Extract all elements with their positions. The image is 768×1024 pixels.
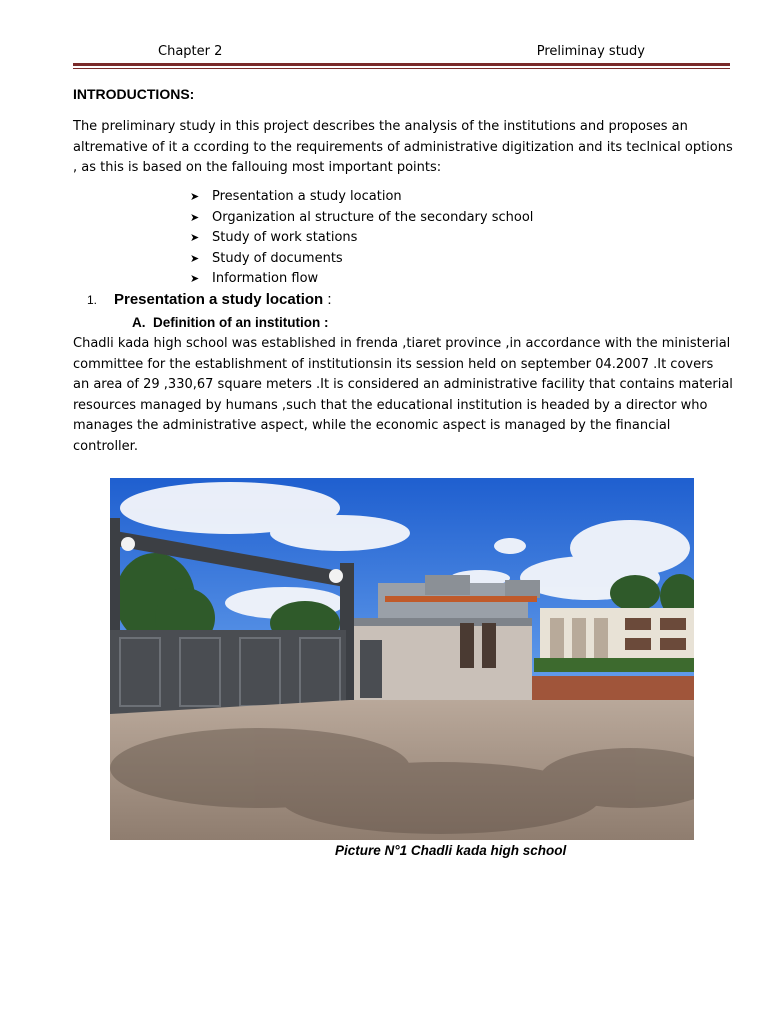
definition-paragraph: Chadli kada high school was established in frenda ,tiaret province ,in accordance with the ministerial committee for the establishment of institutionsin its session held on september 04.2007 .It covers an area of 29 ,330,67 square meters .It is considered an administrative facility that contains material resources managed by humans ,such that the educational institution is headed by a director who manages the administrative aspect, while the economic aspect is managed by the financial controller. — [73, 336, 733, 454]
list-item: ➤ Study of work stations — [190, 228, 533, 249]
arrowhead-bullet-icon: ➤ — [190, 272, 200, 285]
subsection-heading — [132, 315, 328, 330]
page-header — [73, 44, 730, 62]
header-rule-thick — [73, 63, 730, 66]
header-rule-thin — [73, 68, 730, 69]
arrowhead-bullet-icon: ➤ — [190, 190, 200, 203]
section-heading — [87, 291, 332, 308]
section-title: Presentation a study location — [114, 291, 324, 308]
header-section: Preliminay study — [536, 44, 645, 59]
list-item: ➤ Presentation a study location — [190, 187, 533, 208]
arrowhead-bullet-icon: ➤ — [190, 251, 200, 265]
arrowhead-bullet-icon: ➤ — [190, 231, 200, 244]
points-list — [190, 187, 533, 290]
intro-heading: INTRODUCTIONS: — [73, 86, 195, 102]
school-photo — [110, 478, 694, 840]
section-suffix: : — [323, 291, 332, 308]
subsection-label: A. — [132, 315, 146, 330]
header-chapter: Chapter 2 — [158, 44, 223, 59]
section-number: 1. — [87, 293, 98, 307]
subsection-title: Definition of an institution : — [153, 315, 329, 330]
arrowhead-bullet-icon: ➤ — [190, 210, 200, 224]
intro-paragraph: The preliminary study in this project describes the analysis of the institutions and proposes an altremative of it a ccording to the requirements of administrative digitization and its teclnical options , as this is based on the fallouing most important points: — [73, 119, 733, 175]
list-item: ➤ Organization al structure of the secondary school — [190, 208, 533, 229]
list-item: ➤ Study of documents — [190, 249, 533, 270]
figure-caption: Picture N°1 Chadli kada high school — [335, 843, 567, 858]
list-item: ➤ Information flow — [190, 269, 533, 290]
